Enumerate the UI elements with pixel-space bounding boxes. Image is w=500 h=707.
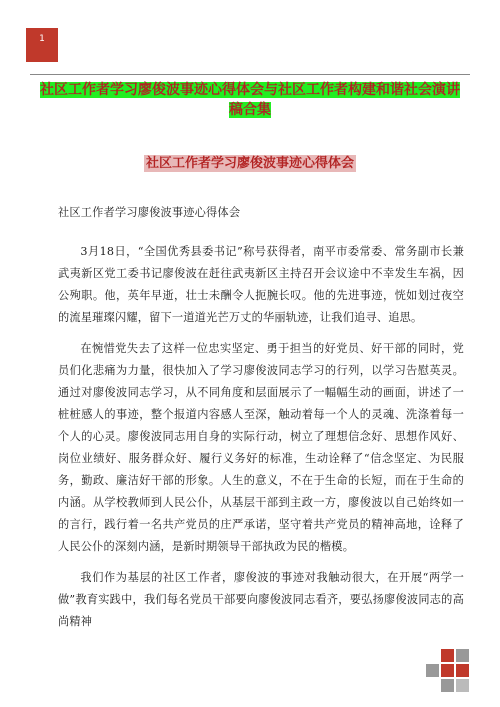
section-heading bbox=[0, 152, 500, 171]
paragraph: 3月18日，“全国优秀县委书记”称号获得者，南平市委常委、常务副市长兼武夷新区党工委书记廖俊波在赶往武夷新区主持召开会议途中不幸发生车祸，因公殉职。他，英年早逝，壮士未酬令人扼腕长叹。他的先进事迹，恍如划过夜空的流星璀璨闪耀，留下一道道光芒万丈的华丽轨迹，让我们追寻、追思。 bbox=[58, 245, 464, 324]
document-title-text: 社区工作者学习廖俊波事迹心得体会与社区工作者构建和谐社会演讲稿合集 bbox=[40, 82, 460, 118]
document-body bbox=[58, 202, 464, 642]
document-title bbox=[36, 80, 464, 120]
page-number-badge: 1 bbox=[26, 28, 58, 62]
paragraph-intro: 社区工作者学习廖俊波事迹心得体会 bbox=[58, 206, 241, 219]
header-rule bbox=[30, 74, 470, 75]
paragraph: 在惋惜党失去了这样一位忠实坚定、勇于担当的好党员、好干部的同时，党员们化悲痛为力量，很快加入了学习廖俊波同志学习的行列，以学习告慰英灵。通过对廖俊波同志学习，从不同角度和层面展示了一幅幅生动的画面，讲述了一桩桩感人的事迹，整个报道内容感人至深，触动着每一个人的灵魂、洗涤着每一个人的心灵。廖俊波同志用自身的实际行动，树立了理想信念好、思想作风好、岗位业绩好、服务群众好、履行义务好的标准，生动诠释了“信念坚定、为民服务，勤政、廉洁好干部的形象。人生的意义，不在于生命的长短，而在于生命的内涵。从学校教师到人民公仆，从基层干部到主政一方，廖俊波以自己始终如一的言行，践行着一名共产党员的庄严承诺，坚守着共产党员的精神高地，诠释了人民公仆的深刻内涵，是新时期领导干部执政为民的楷模。 bbox=[58, 342, 464, 553]
paragraph: 我们作为基层的社区工作者，廖俊波的事迹对我触动很大，在开展“两学一做”教育实践中，我们每名党员干部要向廖俊波同志看齐，要弘扬廖俊波同志的高尚精神 bbox=[58, 571, 464, 628]
section-heading-text: 社区工作者学习廖俊波事迹心得体会 bbox=[145, 156, 354, 171]
corner-decoration-icon bbox=[426, 649, 470, 693]
